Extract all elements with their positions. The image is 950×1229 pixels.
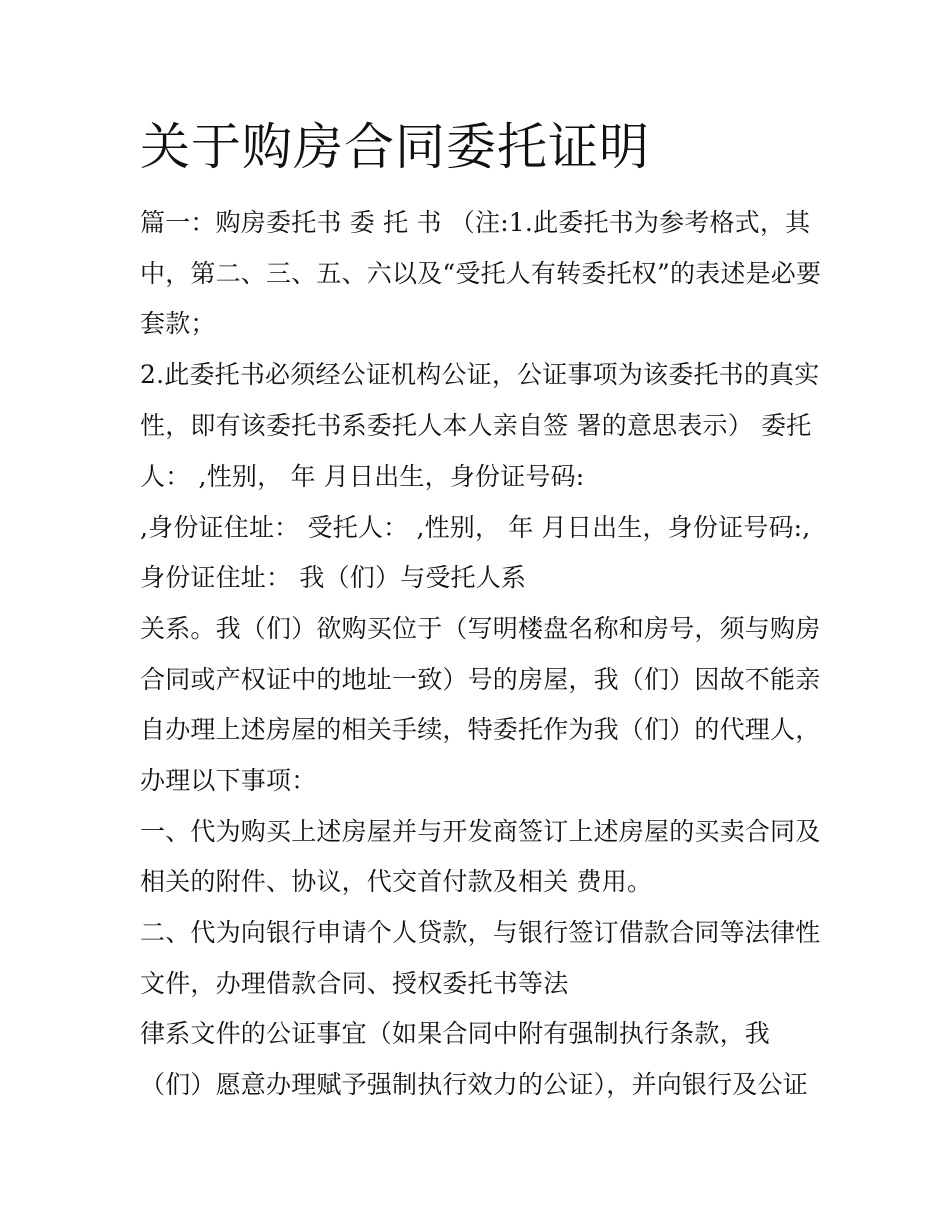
body-line: 合同或产权证中的地址一致）号的房屋，我（们）因故不能亲 xyxy=(140,665,821,694)
body-line: 相关的附件、协议，代交首付款及相关 费用。 xyxy=(140,867,653,896)
body-line: 2.此委托书必须经公证机构公证，公证事项为该委托书的真实 xyxy=(140,360,820,389)
body-line: 办理以下事项： xyxy=(140,766,317,795)
body-line: 律系文件的公证事宜（如果合同中附有强制执行条款，我 xyxy=(140,1019,771,1048)
document-title: 关于购房合同委托证明 xyxy=(140,118,650,176)
body-line: 自办理上述房屋的相关手续，特委托作为我（们）的代理人， xyxy=(140,715,821,744)
body-line: 关系。我（们）欲购买位于（写明楼盘名称和房号，须与购房 xyxy=(140,614,821,643)
body-line: 套款； xyxy=(140,309,216,338)
body-line: 身份证住址： 我（们）与受托人系 xyxy=(140,563,527,592)
body-line: 人： ,性别， 年 月日出生，身份证号码: xyxy=(140,462,585,491)
body-line: ,身份证住址： 受托人： ,性别， 年 月日出生，身份证号码:, xyxy=(140,513,811,542)
body-line: 二、代为向银行申请个人贷款，与银行签订借款合同等法律性 xyxy=(140,918,821,947)
body-line: 中，第二、三、五、六以及“受托人有转委托权”的表述是必要 xyxy=(140,259,822,288)
body-line: 篇一：购房委托书 委 托 书 （注:1.此委托书为参考格式，其 xyxy=(140,208,811,237)
body-line: （们）愿意办理赋予强制执行效力的公证），并向银行及公证 xyxy=(140,1070,808,1099)
body-line: 一、代为购买上述房屋并与开发商签订上述房屋的买卖合同及 xyxy=(140,817,821,846)
body-line: 文件，办理借款合同、授权委托书等法 xyxy=(140,969,569,998)
body-line: 性，即有该委托书系委托人本人亲自签 署的意思表示） 委托 xyxy=(140,411,812,440)
